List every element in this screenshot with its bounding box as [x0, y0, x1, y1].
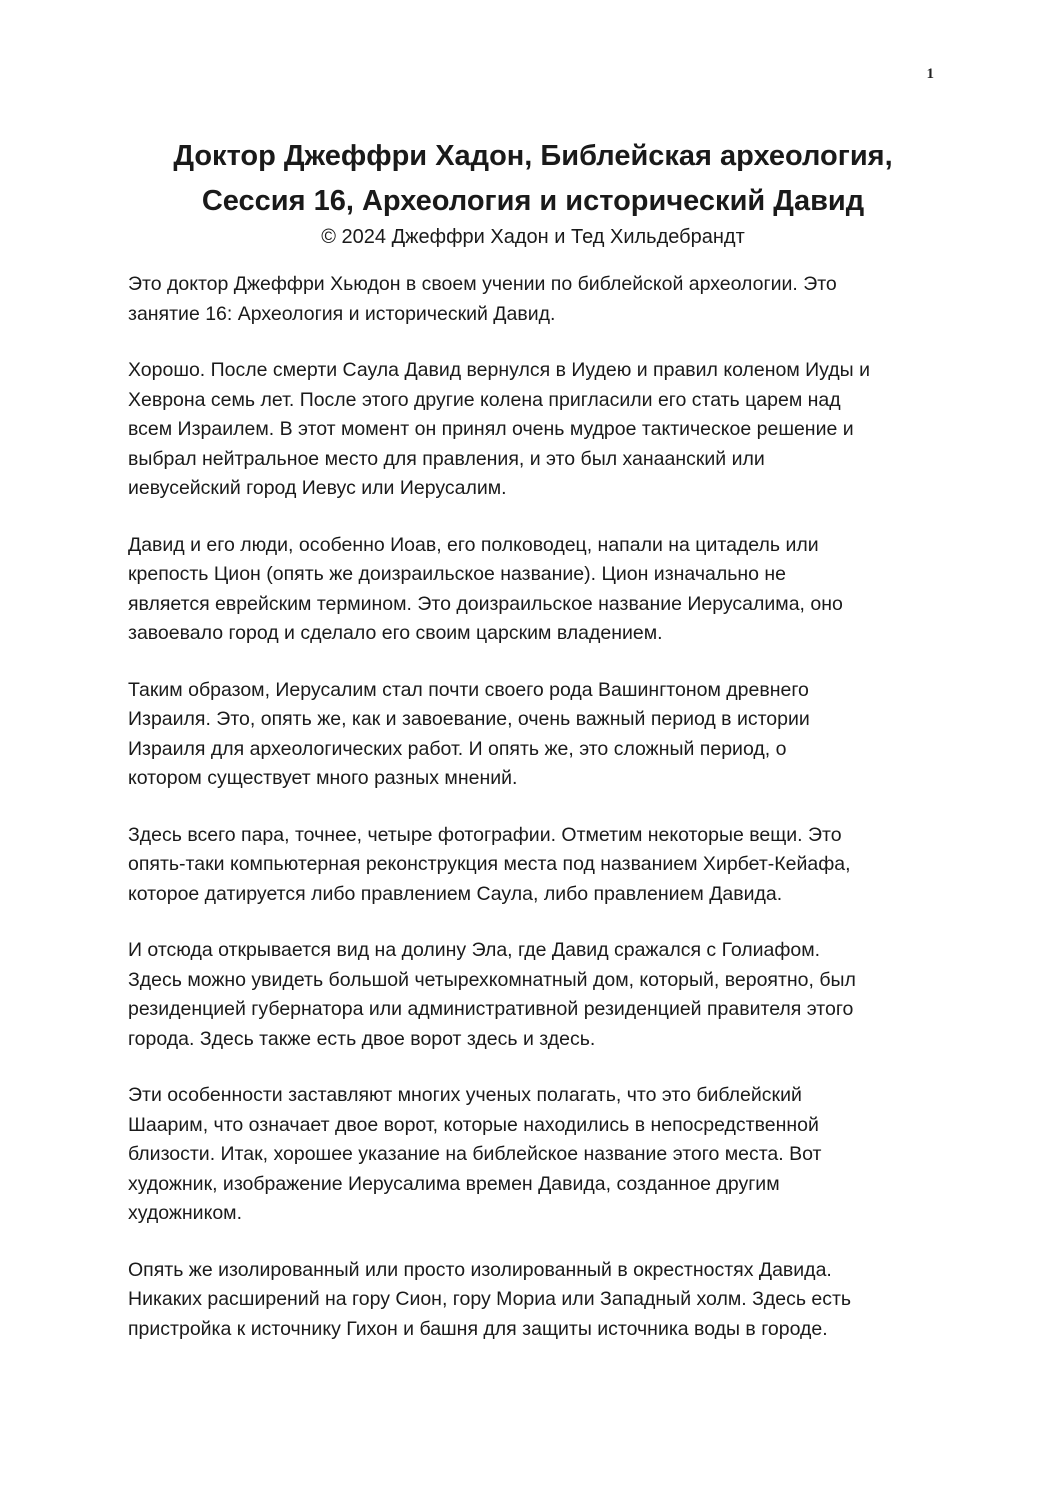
paragraph-4 [128, 676, 948, 794]
text-line: Хорошо. После смерти Саула Давид вернулся в Иудею и правил коленом Иуды и [128, 359, 870, 381]
paragraph-6 [128, 936, 948, 1054]
text-line: Это доктор Джеффри Хьюдон в своем учении по библейской археологии. Это [128, 273, 837, 295]
text-line: И отсюда открывается вид на долину Эла, где Давид сражался с Голиафом. [128, 939, 821, 961]
text-line: Никаких расширений на гору Сион, гору Мориа или Западный холм. Здесь есть [128, 1288, 852, 1310]
text-line: близости. Итак, хорошее указание на библейское название этого места. Вот [128, 1143, 822, 1165]
paragraph-8 [128, 1256, 948, 1345]
page-number: 1 [926, 66, 934, 82]
text-line: иевусейский город Иевус или Иерусалим. [128, 477, 507, 499]
text-line: Здесь всего пара, точнее, четыре фотографии. Отметим некоторые вещи. Это [128, 823, 842, 846]
page-title-line-2: Сессия 16, Археология и исторический Давид [201, 185, 865, 217]
text-line: выбрал нейтральное место для правления, и это был ханаанский или [128, 447, 765, 470]
text-line: Эти особенности заставляют многих ученых полагать, что это библейский [128, 1084, 802, 1106]
text-line: пристройка к источнику Гихон и башня для защиты источника воды в городе. [128, 1317, 828, 1340]
text-line: Шаарим, что означает двое ворот, которые находились в непосредственной [128, 1113, 819, 1136]
text-line: Израиля. Это, опять же, как и завоевание, очень важный период в истории [128, 708, 810, 730]
text-line: занятие 16: Археология и исторический Давид. [128, 302, 556, 325]
text-line: Давид и его люди, особенно Иоав, его полководец, напали на цитадель или [128, 533, 819, 556]
text-line: всем Израилем. В этот момент он принял очень мудрое тактическое решение и [128, 418, 854, 440]
page-title-line-1: Доктор Джеффри Хадон, Библейская археология, [173, 140, 893, 172]
text-line: Опять же изолированный или просто изолированный в окрестностях Давида. [128, 1258, 832, 1281]
text-line: города. Здесь также есть двое ворот здесь и здесь. [128, 1027, 596, 1050]
body-text [128, 270, 948, 1371]
copyright-line: © 2024 Джеффри Хадон и Тед Хильдебрандт [321, 226, 745, 248]
paragraph-5 [128, 821, 948, 910]
paragraph-3 [128, 531, 948, 649]
text-line: опять-таки компьютерная реконструкция места под названием Хирбет-Кейафа, [128, 853, 851, 875]
text-line: художником. [128, 1202, 242, 1224]
text-line: художник, изображение Иерусалима времен Давида, созданное другим [128, 1172, 780, 1195]
paragraph-7 [128, 1081, 948, 1229]
text-line: котором существует много разных мнений. [128, 767, 518, 789]
paragraph-2 [128, 356, 948, 504]
text-line: Таким образом, Иерусалим стал почти своего рода Вашингтоном древнего [128, 678, 809, 701]
text-line: является еврейским термином. Это доизраильское название Иерусалима, оно [128, 592, 843, 615]
text-line: Хеврона семь лет. После этого другие колена пригласили его стать царем над [128, 388, 841, 411]
text-line: Здесь можно увидеть большой четырехкомнатный дом, который, вероятно, был [128, 968, 856, 991]
text-line: крепость Цион (опять же доизраильское название). Цион изначально не [128, 563, 787, 585]
paragraph-1 [128, 270, 948, 329]
text-line: завоевало город и сделало его своим царским владением. [128, 622, 663, 644]
text-line: резиденцией губернатора или административной резиденцией правителя этого [128, 998, 854, 1020]
text-line: Израиля для археологических работ. И опять же, это сложный период, о [128, 737, 787, 760]
text-line: которое датируется либо правлением Саула, либо правлением Давида. [128, 882, 783, 905]
title-block [110, 134, 956, 250]
